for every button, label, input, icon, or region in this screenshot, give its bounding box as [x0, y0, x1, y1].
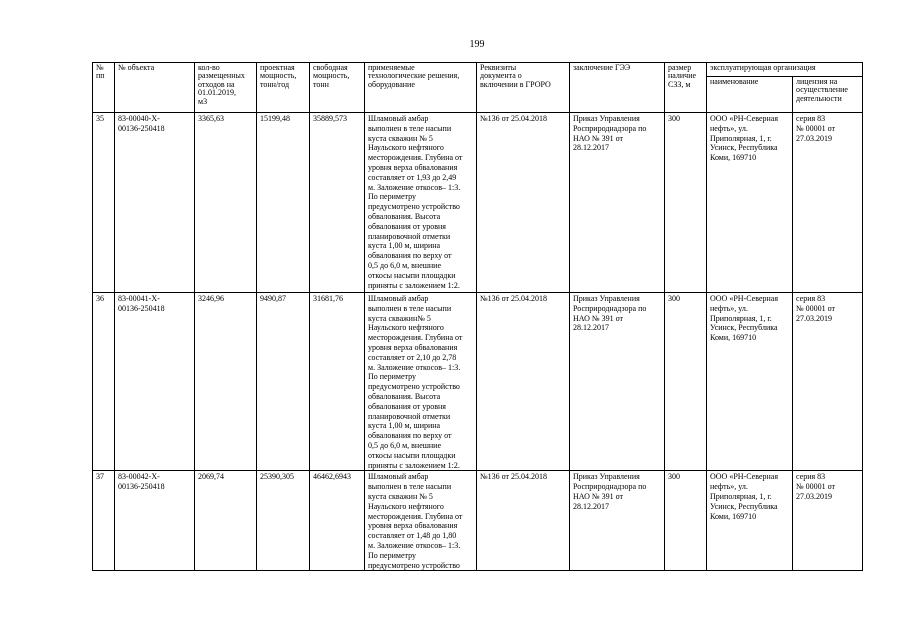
waste-objects-table — [92, 62, 863, 571]
operator-name-cell: ООО «РН-Северная нефть», ул. Приполярная, 1, г. Усинск, Республика Коми, 169710 — [707, 113, 793, 293]
header-gee-conclusion: заключение ГЭЭ — [570, 63, 665, 113]
szz-size-cell: 300 — [665, 293, 707, 471]
page-number: 199 — [469, 39, 485, 50]
object-number-cell: 83-00040-Х- 00136-250418 — [115, 113, 195, 293]
gee-conclusion-cell: Приказ Управления Росприроднадзора по НАО № 391 от 28.12.2017 — [570, 113, 665, 293]
groro-details-cell: №136 от 25.04.2018 — [477, 293, 570, 471]
free-capacity-cell: 31681,76 — [310, 293, 365, 471]
header-szz-size: размер наличие СЗЗ, м — [665, 63, 707, 113]
table-row — [93, 293, 863, 471]
waste-amount-cell: 2069,74 — [195, 471, 257, 571]
groro-details-cell: №136 от 25.04.2018 — [477, 471, 570, 571]
design-capacity-cell: 15199,48 — [257, 113, 310, 293]
gee-conclusion-cell: Приказ Управления Росприроднадзора по НАО № 391 от 28.12.2017 — [570, 293, 665, 471]
operator-name-cell: ООО «РН-Северная нефть», ул. Приполярная, 1, г. Усинск, Республика Коми, 169710 — [707, 293, 793, 471]
header-operator-name: наименование — [707, 77, 793, 113]
technology-cell: Шламовый амбар выполнен в теле насыпи куста скважин№ 5 Наульского нефтяного месторождения. Глубина от уровня верха обвалования составляет от 2,10 до 2,78 м. Заложение откосов– 1:3. По периметру предусмотрено устройство обвалования. Высота обвалования от уровня планировочной отметки куста 1,00 м, ширина обвалования по верху от 0,5 до 6,0 м, внешние откосы насыпи площадки приняты с заложением 1:2. — [365, 293, 477, 471]
technology-cell: Шламовый амбар выполнен в теле насыпи куста скважин № 5 Наульского нефтяного месторождения. Глубина от уровня верха обвалования составляет от 1,93 до 2,49 м. Заложение откосов– 1:3. По периметру предусмотрено устройство обвалования. Высота обвалования от уровня планировочной отметки куста 1,00 м, ширина обвалования по верху от 0,5 до 6,0 м, внешние откосы насыпи площадки приняты с заложением 1:2. — [365, 113, 477, 293]
header-waste-amount: кол-во размещенных отходов на 01.01.2019, м3 — [195, 63, 257, 113]
szz-size-cell: 300 — [665, 471, 707, 571]
free-capacity-cell: 46462,6943 — [310, 471, 365, 571]
header-row-number: № пп — [93, 63, 115, 113]
table-body — [93, 113, 863, 571]
groro-details-cell: №136 от 25.04.2018 — [477, 113, 570, 293]
header-operator-group: эксплуатирующая организация — [707, 63, 863, 77]
header-row — [93, 63, 863, 77]
header-free-capacity: свободная мощность, тонн — [310, 63, 365, 113]
row-number-cell: 36 — [93, 293, 115, 471]
header-license: лицензия на осуществление деятельности — [793, 77, 863, 113]
header-object-number: № объекта — [115, 63, 195, 113]
license-cell: серия 83 № 00001 от 27.03.2019 — [793, 293, 863, 471]
header-technology: применяемые технологические решения, оборудование — [365, 63, 477, 113]
row-number-cell: 37 — [93, 471, 115, 571]
waste-amount-cell: 3365,63 — [195, 113, 257, 293]
table-row — [93, 471, 863, 571]
design-capacity-cell: 9490,87 — [257, 293, 310, 471]
table-header — [93, 63, 863, 113]
table-row — [93, 113, 863, 293]
szz-size-cell: 300 — [665, 113, 707, 293]
operator-name-cell: ООО «РН-Северная нефть», ул. Приполярная, 1, г. Усинск, Республика Коми, 169710 — [707, 471, 793, 571]
object-number-cell: 83-00042-Х- 00136-250418 — [115, 471, 195, 571]
license-cell: серия 83 № 00001 от 27.03.2019 — [793, 113, 863, 293]
waste-amount-cell: 3246,96 — [195, 293, 257, 471]
object-number-cell: 83-00041-Х- 00136-250418 — [115, 293, 195, 471]
gee-conclusion-cell: Приказ Управления Росприроднадзора по НАО № 391 от 28.12.2017 — [570, 471, 665, 571]
design-capacity-cell: 25390,305 — [257, 471, 310, 571]
license-cell: серия 83 № 00001 от 27.03.2019 — [793, 471, 863, 571]
row-number-cell: 35 — [93, 113, 115, 293]
free-capacity-cell: 35889,573 — [310, 113, 365, 293]
header-design-capacity: проектная мощность, тонн/год — [257, 63, 310, 113]
technology-cell: Шламовый амбар выполнен в теле насыпи куста скважин № 5 Наульского нефтяного месторождения. Глубина от уровня верха обвалования составляет от 1,48 до 1,80 м. Заложение откосов– 1:3. По периметру предусмотрено устройство — [365, 471, 477, 571]
header-groro-details: Реквизиты документа о включении в ГРОРО — [477, 63, 570, 113]
